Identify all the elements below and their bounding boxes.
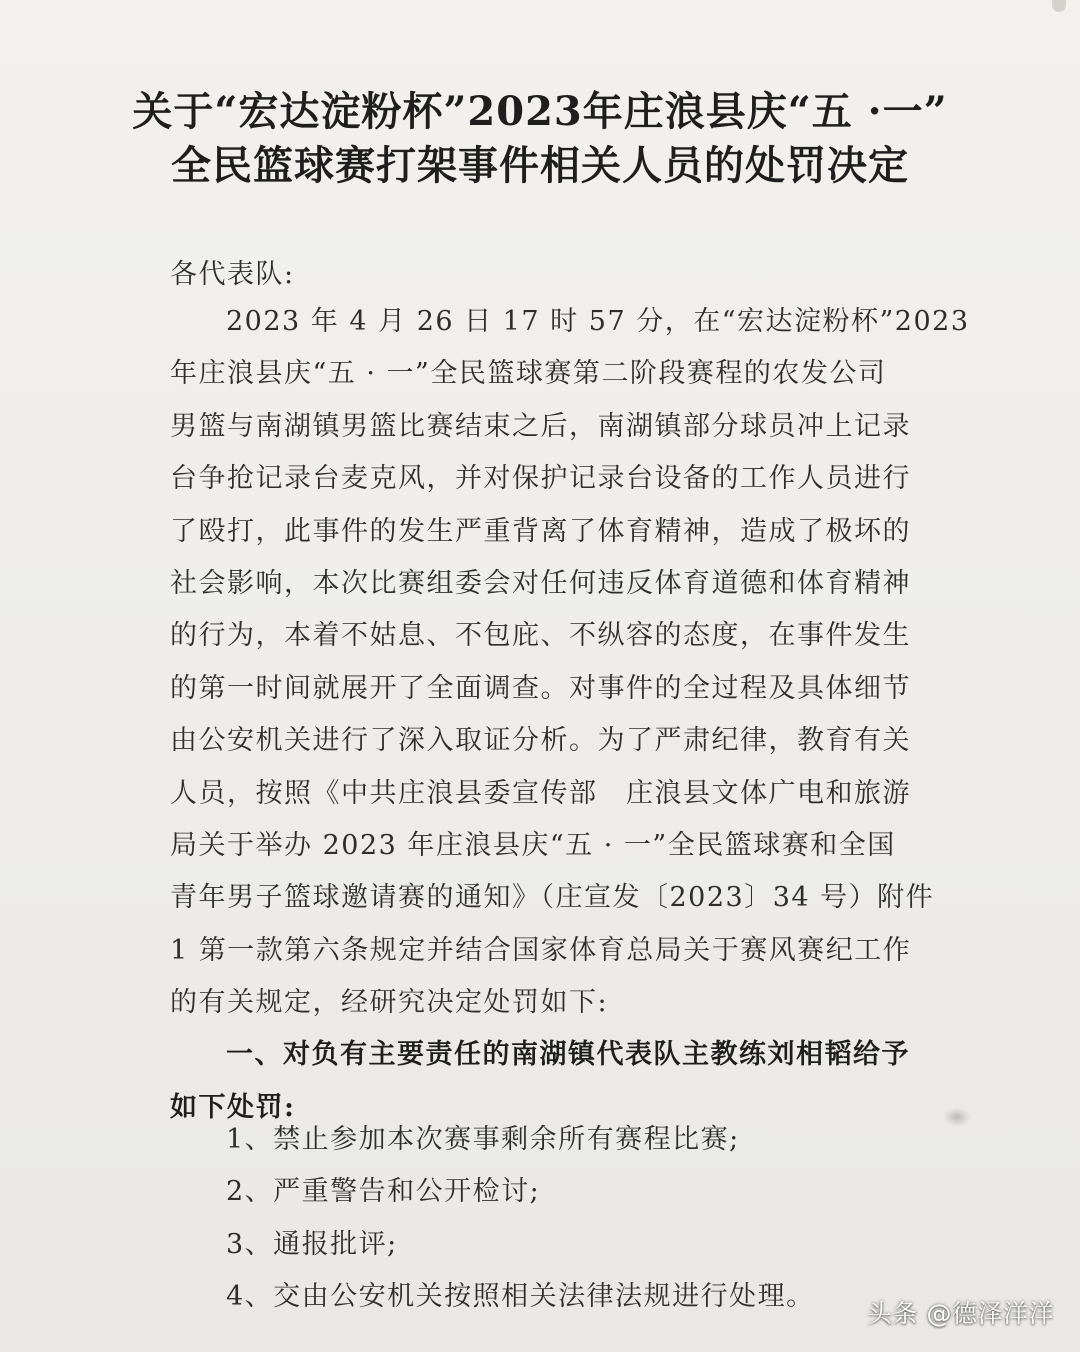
penalty-list [226, 1120, 815, 1330]
paragraph-line: 2023 年 4 月 26 日 17 时 57 分，在“宏达淀粉杯”2023 [226, 306, 970, 337]
paragraph-line: 年庄浪县庆“五 · 一”全民篮球赛第二阶段赛程的农发公司 [170, 358, 887, 390]
paragraph-line: 社会影响，本次比赛组委会对任何违反体育道德和体育精神 [170, 567, 911, 599]
penalty-item: 3、通报批评; [226, 1228, 398, 1260]
section-heading-line: 如下处罚: [170, 1091, 296, 1123]
paragraph-line: 青年男子篮球邀请赛的通知》（庄宣发〔2023〕34 号）附件 [170, 882, 935, 914]
source-watermark: 头条 @德泽洋洋 [867, 1299, 1054, 1328]
salutation: 各代表队: [170, 259, 295, 290]
page-corner-mark [1052, 0, 1066, 12]
paragraph-line: 了殴打，此事件的发生严重背离了体育精神，造成了极坏的 [170, 515, 911, 547]
paragraph-line: 由公安机关进行了深入取证分析。为了严肃纪律，教育有关 [170, 725, 911, 757]
document-body [170, 302, 970, 1140]
paragraph-line: 男篮与南湖镇男篮比赛结束之后，南湖镇部分球员冲上记录 [170, 410, 911, 442]
document-title-line-2: 全民篮球赛打架事件相关人员的处罚决定 [171, 142, 909, 189]
document-title-line-1: 关于“宏达淀粉杯”2023年庄浪县庆“五 ·一” [132, 88, 948, 135]
penalty-item: 2、严重警告和公开检讨; [226, 1176, 541, 1208]
paragraph-line: 1 第一款第六条规定并结合国家体育总局关于赛风赛纪工作 [170, 934, 912, 966]
paragraph-line: 局关于举办 2023 年庄浪县庆“五 · 一”全民篮球赛和全国 [170, 829, 896, 861]
section-heading-line: 一、对负有主要责任的南湖镇代表队主教练刘相韬给予 [226, 1039, 910, 1071]
penalty-item: 4、交由公安机关按照相关法律法规进行处理。 [226, 1281, 815, 1313]
paragraph-line: 的有关规定，经研究决定处罚如下: [170, 987, 609, 1019]
paragraph-line: 的行为，本着不姑息、不包庇、不纵容的态度，在事件发生 [170, 620, 911, 652]
paragraph-line: 人员，按照《中共庄浪县委宣传部 庄浪县文体广电和旅游 [170, 777, 911, 809]
paragraph-line: 台争抢记录台麦克风，并对保护记录台设备的工作人员进行 [170, 463, 911, 495]
ink-smudge [944, 1108, 970, 1126]
paragraph-line: 的第一时间就展开了全面调查。对事件的全过程及具体细节 [170, 672, 911, 704]
penalty-item: 1、禁止参加本次赛事剩余所有赛程比赛; [226, 1124, 740, 1155]
